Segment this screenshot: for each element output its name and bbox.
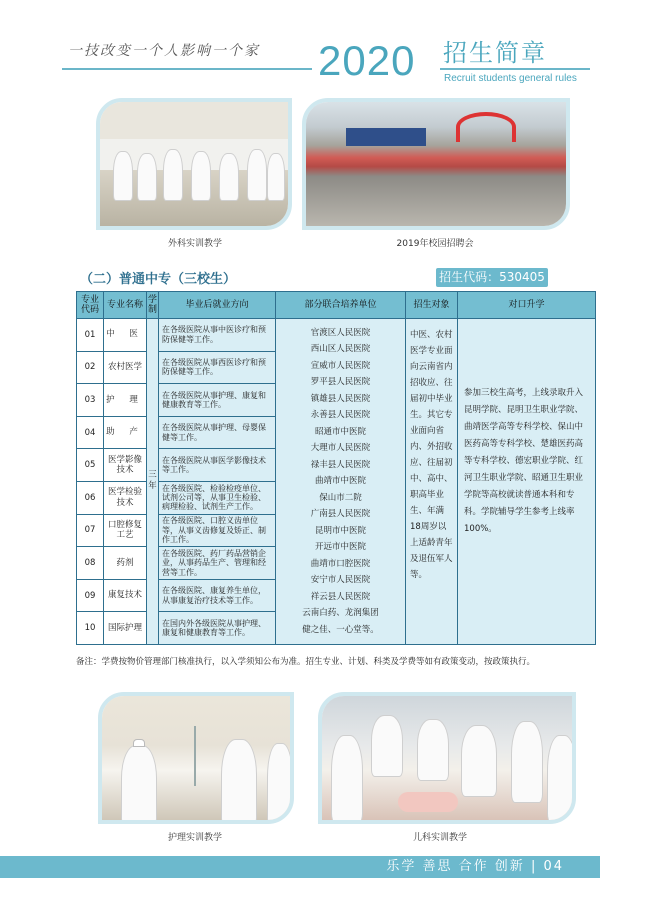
career-direction: 在国内外各级医院从事护理、康复和健康教育等工作。 (159, 612, 276, 645)
header-divider-right (440, 68, 590, 70)
major-name: 国际护理 (104, 612, 147, 645)
header-career-direction: 毕业后就业方向 (159, 292, 276, 319)
caption-nursing-training: 护理实训教学 (167, 833, 222, 843)
major-name: 中 医 (104, 319, 147, 352)
major-name: 医学检验技术 (104, 481, 147, 514)
partner-unit: 祥云县人民医院 (310, 591, 371, 602)
table-row (77, 319, 596, 352)
career-direction: 在各级医院、药厂药品营销企业，从事药品生产、管理和经营等工作。 (159, 547, 276, 580)
partner-unit: 昆明市中医院 (314, 525, 366, 536)
header-target-students: 招生对象 (406, 292, 458, 319)
major-code: 07 (77, 514, 104, 547)
career-direction: 在各级医院、检验检疫单位、试剂公司等，从事卫生检验、病理检验、试剂生产工作。 (159, 481, 276, 514)
career-direction: 在各级医院从事护理、康复和健康教育等工作。 (159, 384, 276, 417)
career-direction: 在各级医院从事护理、母婴保健等工作。 (159, 416, 276, 449)
enrollment-code-badge: 招生代码：530405 (436, 268, 548, 287)
footer-motto: 乐学 善思 合作 创新 (386, 859, 525, 874)
brochure-subtitle: Recruit students general rules (444, 73, 577, 84)
major-code: 03 (77, 384, 104, 417)
major-name: 药剂 (104, 547, 147, 580)
brochure-year: 2020 (318, 37, 416, 84)
major-name: 护 理 (104, 384, 147, 417)
header-divider-left (62, 68, 312, 70)
partner-unit: 官渡区人民医院 (310, 327, 371, 338)
partner-unit: 安宁市人民医院 (310, 575, 371, 586)
page-number: | 04 (530, 859, 564, 874)
career-direction: 在各级医院从事西医诊疗和预防保健等工作。 (159, 351, 276, 384)
footer-motto-and-page (386, 858, 564, 876)
major-name: 康复技术 (104, 579, 147, 612)
major-code: 02 (77, 351, 104, 384)
caption-surgery-training: 外科实训教学 (167, 239, 222, 249)
career-direction: 在各级医院、康复养生单位，从事康复治疗技术等工作。 (159, 579, 276, 612)
partner-units-list (276, 319, 406, 645)
partner-unit: 镇雄县人民医院 (310, 393, 371, 404)
photo-pediatrics-training (318, 692, 576, 824)
slogan: 一技改变一个人影响一个家 (68, 43, 260, 59)
career-direction: 在各级医院从事医学影像技术等工作。 (159, 449, 276, 482)
brochure-title: 招生简章 (443, 39, 547, 67)
major-code: 08 (77, 547, 104, 580)
photo-nursing-training (98, 692, 294, 824)
caption-job-fair: 2019年校园招聘会 (396, 239, 474, 249)
table-header-row (77, 292, 596, 319)
partner-unit: 禄丰县人民医院 (310, 459, 371, 470)
partner-unit: 曲靖市中医院 (314, 476, 366, 487)
partner-unit: 宣威市人民医院 (310, 360, 371, 371)
career-direction: 在各级医院、口腔义齿单位等，从事义齿修复及矫正、制作工作。 (159, 514, 276, 547)
partner-unit: 开远市中医院 (314, 542, 366, 553)
photo-surgery-training (96, 98, 292, 230)
further-study-info: 参加三校生高考，上线录取升入昆明学院、昆明卫生职业学院、曲靖医学高等专科学校、保山中医药高等专科学校、楚雄医药高等专科学校、德宏职业学院、红河卫生职业学院、昭通卫生职业学院等高校就读普通本科和专科。学院辅导学生参考上线率100%。 (458, 319, 596, 645)
partner-unit: 保山市二院 (319, 492, 362, 503)
partner-unit: 罗平县人民医院 (310, 377, 371, 388)
partner-unit: 广南县人民医院 (310, 509, 371, 520)
partner-unit: 健之佳、一心堂等。 (302, 624, 379, 635)
partner-unit: 永善县人民医院 (310, 410, 371, 421)
partner-unit: 西山区人民医院 (310, 344, 371, 355)
header-duration: 学 制 (147, 292, 159, 319)
target-students: 中医、农村医学专业面向云南省内招收应、往届初中毕业生。其它专业面向省内、外招收应、往届初中、高中、职高毕业生、年满18周岁以上适龄青年及退伍军人等。 (406, 319, 458, 645)
header-major-code: 专业 代码 (77, 292, 104, 319)
partner-unit: 曲靖市口腔医院 (310, 558, 371, 569)
photo-campus-job-fair (302, 98, 570, 230)
section-title: （二）普通中专（三校生） (80, 272, 237, 287)
major-name: 农村医学 (104, 351, 147, 384)
caption-pediatrics-training: 儿科实训教学 (412, 833, 467, 843)
header-major-name: 专业名称 (104, 292, 147, 319)
partner-unit: 大理市人民医院 (310, 443, 371, 454)
major-code: 01 (77, 319, 104, 352)
career-direction: 在各级医院从事中医诊疗和预防保健等工作。 (159, 319, 276, 352)
study-duration: 三 年 (147, 319, 159, 645)
major-code: 10 (77, 612, 104, 645)
partner-unit: 昭通市中医院 (314, 426, 366, 437)
header-further-study: 对口升学 (458, 292, 596, 319)
major-name: 助 产 (104, 416, 147, 449)
footnote: 备注：学费按物价管理部门核准执行，以入学须知公布为准。招生专业、计划、科类及学费等如有政策变动，按政策执行。 (76, 657, 536, 667)
major-code: 06 (77, 481, 104, 514)
major-name: 口腔修复工艺 (104, 514, 147, 547)
major-code: 04 (77, 416, 104, 449)
majors-table (76, 291, 596, 645)
header-partner-units: 部分联合培养单位 (276, 292, 406, 319)
partner-unit: 云南白药、龙润集团 (302, 608, 379, 619)
major-code: 09 (77, 579, 104, 612)
major-code: 05 (77, 449, 104, 482)
major-name: 医学影像技术 (104, 449, 147, 482)
